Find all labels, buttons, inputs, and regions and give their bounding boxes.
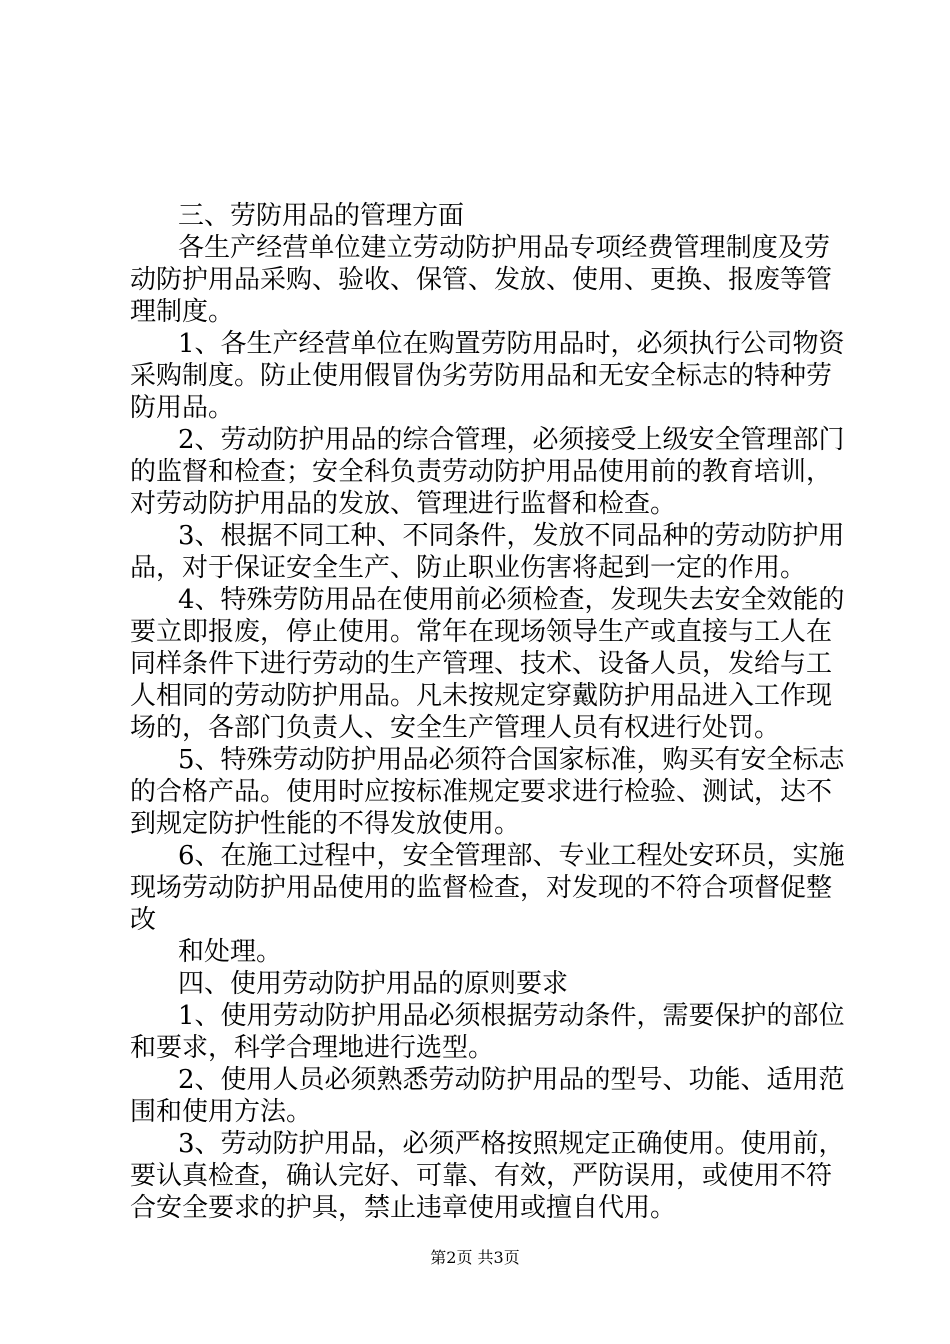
text-line: 改 xyxy=(130,905,157,935)
text-line: 合安全要求的护具，禁止违章使用或擅自代用。 xyxy=(130,1193,677,1223)
text-line: 5、特殊劳动防护用品必须符合国家标准，购买有安全标志 xyxy=(178,745,845,775)
text-line: 动防护用品采购、验收、保管、发放、使用、更换、报废等管 xyxy=(130,265,833,295)
text-line: 场的，各部门负责人、安全生产管理人员有权进行处罚。 xyxy=(130,713,781,743)
page-footer xyxy=(0,1245,950,1268)
text-line: 防用品。 xyxy=(130,393,235,423)
text-line: 要认真检查，确认完好、可靠、有效，严防误用，或使用不符 xyxy=(130,1161,833,1191)
text-line: 要立即报废，停止使用。常年在现场领导生产或直接与工人在 xyxy=(130,617,833,647)
text-line: 6、在施工过程中，安全管理部、专业工程处安环员，实施 xyxy=(178,841,845,871)
text-line: 同样条件下进行劳动的生产管理、技术、设备人员，发给与工 xyxy=(130,649,833,679)
text-line: 和处理。 xyxy=(178,937,283,967)
text-line: 4、特殊劳防用品在使用前必须检查，发现失去安全效能的 xyxy=(178,585,845,615)
text-line: 的监督和检查；安全科负责劳动防护用品使用前的教育培训， xyxy=(130,457,833,487)
text-line: 3、根据不同工种、不同条件，发放不同品种的劳动防护用 xyxy=(178,521,845,551)
text-line: 2、劳动防护用品的综合管理，必须接受上级安全管理部门 xyxy=(178,425,845,455)
text-line: 四、使用劳动防护用品的原则要求 xyxy=(178,969,569,999)
text-line: 1、各生产经营单位在购置劳防用品时，必须执行公司物资 xyxy=(178,329,845,359)
text-line: 到规定防护性能的不得发放使用。 xyxy=(130,809,521,839)
text-line: 2、使用人员必须熟悉劳动防护用品的型号、功能、适用范 xyxy=(178,1065,845,1095)
text-line: 对劳动防护用品的发放、管理进行监督和检查。 xyxy=(130,489,677,519)
text-line: 理制度。 xyxy=(130,297,235,327)
text-line: 采购制度。防止使用假冒伪劣劳防用品和无安全标志的特种劳 xyxy=(130,361,833,391)
text-line: 人相同的劳动防护用品。凡未按规定穿戴防护用品进入工作现 xyxy=(130,681,833,711)
text-line: 围和使用方法。 xyxy=(130,1097,313,1127)
text-line: 各生产经营单位建立劳动防护用品专项经费管理制度及劳 xyxy=(178,233,830,263)
page-number-label: 第2页 共3页 xyxy=(430,1248,520,1267)
text-line: 1、使用劳动防护用品必须根据劳动条件，需要保护的部位 xyxy=(178,1001,845,1031)
text-line: 现场劳动防护用品使用的监督检查，对发现的不符合项督促整 xyxy=(130,873,833,903)
text-line: 的合格产品。使用时应按标准规定要求进行检验、测试，达不 xyxy=(130,777,833,807)
text-line: 和要求，科学合理地进行选型。 xyxy=(130,1033,495,1063)
text-line: 3、劳动防护用品，必须严格按照规定正确使用。使用前， xyxy=(178,1129,845,1159)
document-body xyxy=(130,200,845,1224)
text-line: 品，对于保证安全生产、防止职业伤害将起到一定的作用。 xyxy=(130,553,807,583)
text-line: 三、劳防用品的管理方面 xyxy=(178,201,465,231)
